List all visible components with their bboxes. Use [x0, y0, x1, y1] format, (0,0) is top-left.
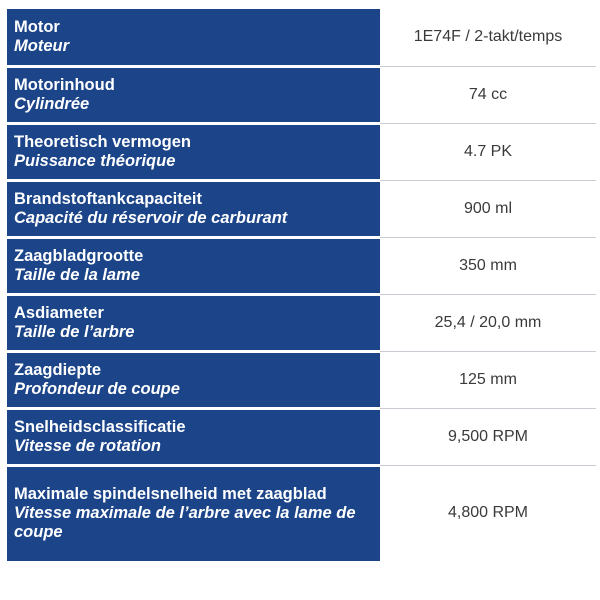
- label-dutch: Snelheidsclassificatie: [14, 417, 186, 436]
- value-cell: 1E74F / 2-takt/temps: [380, 9, 596, 66]
- label-cell: [7, 408, 380, 465]
- spec-row-blade-size: [7, 237, 596, 294]
- value-cell: 4.7 PK: [380, 123, 596, 180]
- label-french: Moteur: [14, 36, 69, 55]
- label-dutch: Maximale spindelsnelheid met zaagblad: [14, 485, 327, 504]
- label-cell: [7, 465, 380, 561]
- label-french: Cylindrée: [14, 94, 90, 113]
- spec-row-cut-depth: [7, 351, 596, 408]
- value-cell: 9,500 RPM: [380, 408, 596, 465]
- value-cell: 350 mm: [380, 237, 596, 294]
- label-cell: [7, 9, 380, 66]
- label-dutch: Brandstoftankcapaciteit: [14, 189, 202, 208]
- spec-row-fuel-tank: [7, 180, 596, 237]
- value-cell: 4,800 RPM: [380, 465, 596, 561]
- label-dutch: Asdiameter: [14, 303, 104, 322]
- label-dutch: Theoretisch vermogen: [14, 132, 191, 151]
- spec-row-speed-rating: [7, 408, 596, 465]
- label-cell: [7, 66, 380, 123]
- spec-row-power: [7, 123, 596, 180]
- label-french: Taille de l’arbre: [14, 322, 135, 341]
- label-french: Taille de la lame: [14, 265, 140, 284]
- value-cell: 125 mm: [380, 351, 596, 408]
- label-dutch: Zaagdiepte: [14, 360, 102, 379]
- label-cell: [7, 351, 380, 408]
- label-dutch: Motor: [14, 17, 60, 36]
- label-french: Puissance théorique: [14, 151, 176, 170]
- label-dutch: Zaagbladgrootte: [14, 246, 144, 265]
- label-cell: [7, 180, 380, 237]
- spec-table: [7, 9, 596, 561]
- spec-row-arbor: [7, 294, 596, 351]
- label-cell: [7, 294, 380, 351]
- spec-row-displacement: [7, 66, 596, 123]
- label-french: Profondeur de coupe: [14, 379, 180, 398]
- value-cell: 74 cc: [380, 66, 596, 123]
- label-cell: [7, 237, 380, 294]
- value-cell: 900 ml: [380, 180, 596, 237]
- spec-row-max-spindle-speed: [7, 465, 596, 561]
- label-french: Vitesse de rotation: [14, 436, 162, 455]
- spec-row-motor: [7, 9, 596, 66]
- label-french: Vitesse maximale de l’arbre avec la lame de coupe: [14, 504, 356, 542]
- value-cell: 25,4 / 20,0 mm: [380, 294, 596, 351]
- label-dutch: Motorinhoud: [14, 75, 115, 94]
- label-french: Capacité du réservoir de carburant: [14, 208, 288, 227]
- label-cell: [7, 123, 380, 180]
